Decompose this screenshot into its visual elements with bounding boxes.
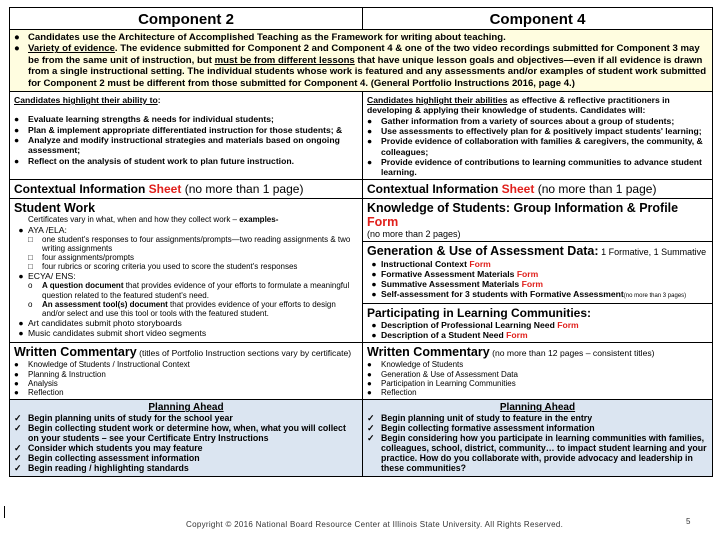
right-stack [363,199,712,342]
component-2-heading: Component 2 [10,8,363,29]
commentary-right: Written Commentary (no more than 12 pages – consistent titles) ● Knowledge of Students ● Generation & Use of Assessment Data ● Participation in Learning Communities ● Reflection [367,345,655,398]
page-number: 5 [686,517,691,526]
copyright-footer: Copyright © 2016 National Board Resource Center at Illinois State University. All Rights Reserved. [186,520,564,529]
commentary-left: Written Commentary (titles of Portfolio Instruction sections vary by certificate) ● Knowledge of Students / Instructional Context ● Planning & Instruction ● Analysis ● Reflection [10,343,363,399]
context-right: Contextual Information Sheet (no more than 1 page) [367,182,657,197]
student-work-title: Student Work [14,201,96,216]
list-item: ● Evaluate learning strengths & needs for individual students; [14,114,274,125]
check-icon: ✓ [14,463,22,474]
abilities-row [10,92,712,180]
list-item: ● Provide evidence of collaboration with families & caregivers, the community, & colleagues; [367,136,703,157]
planning-right: Planning Ahead ✓ Begin planning unit of study to feature in the entry ✓ Begin collecting formative assessment information ✓ Begin considering how you participate in learning communities with families, colleagues, school, district, community… to impact student learning and your practice. How do you collaborate with, provide advocacy and leadership in these communities? [363,400,712,476]
document-table [9,7,713,477]
bullet-icon: ● [14,32,20,43]
participating-cell: Participating in Learning Communities: ● Description of Professional Learning Need Form ● Description of a Student Need Form [367,306,592,341]
list-item: ● Analyze and modify instructional strategies and materials based on ongoing assessment; [14,134,340,156]
check-icon: ✓ [14,413,22,424]
context-row [10,180,712,199]
main-row [10,199,712,343]
intro-text [10,30,712,91]
check-icon: ✓ [14,443,22,454]
context-left: Contextual Information Sheet (no more than 1 page) [10,180,363,198]
bullet-icon: ● [14,43,20,55]
planning-left: Planning Ahead ✓ Begin planning units of study for the school year ✓ Begin collecting student work or determine how, when, what you will collect on your students – see your Certificate Entry Instructions ✓ Consider which students you may feature ✓ Begin collecting assessment information ✓ Begin reading / highlighting standards [10,400,363,476]
generation-cell: Generation & Use of Assessment Data: 1 Formative, 1 Summative ● Instructional Context Form ● Formative Assessment Materials Form ● Summative Assessment Materials Form ● Self-assessment for 3 students with Formative Assessment(no more than 3 pages) [363,242,712,304]
slide-edge-mark [4,506,5,518]
intro-bullet-2: ● Variety of evidence. The evidence submitted for Component 2 and Component 4 & one of the two video recordings submitted for Component 3 may be from the same unit of instruction, but must be from different lessons that have unique lesson goals and objectives—even if all evidence is drawn from a single instructional setting. The individual students whose work is featured and any assessments and/or examples of student work submitted for Component 2 must be different from those submitted for Component 4. (General Portfolio Instructions 2016, page 4.) [14,43,707,89]
abilities-right: Candidates highlight their abilities as effective & reflective practitioners in developing & applying their knowledge of students. Candidates will: ● Gather information from a variety of sources about a group of students; ● Use assessments to effectively plan for & positively impact students' learning; ● Provide evidence of collaboration with families & caregivers, the community, & colleagues; ● Provide evidence of contributions to learning communities to advance student learning. [363,92,712,179]
commentary-row [10,343,712,400]
check-icon: ✓ [367,433,375,444]
list-item: ● Gather information from a variety of sources about a group of students; [367,115,675,126]
list-item: ● Plan & implement appropriate differentiated instruction for those students; & [14,124,343,135]
abilities-left: Candidates highlight their ability to: ● Evaluate learning strengths & needs for individual students; ● Plan & implement appropriate differentiated instruction for those students; & ● Analyze and modify instructional strategies and materials based on ongoing assessment; ● Reflect on the analysis of student work to plan future instruction. [10,92,363,179]
knowledge-cell: Knowledge of Students: Group Information & Profile Form (no more than 2 pages) [363,199,712,242]
check-icon: ✓ [14,423,22,434]
student-work-cell: Student Work Certificates vary in what, when and how they collect work – examples- ● AYA /ELA: □ one student's responses to four assignments/prompts—two reading assignments & two writing assignments □ four assignments/prompts □ four rubrics or scoring criteria you used to score the student's responses ● ECYA/ ENS: o A question document that provides evidence of your efforts to formulate a meaningful question related to the featured student's need. o An assessment tool(s) document that provides evidence of your efforts to design and/or select and use this tool or tools with the featured student. ● Art candidates submit photo storyboards ● Music candidates submit short video segments [10,199,363,342]
list-item: ● Provide evidence of contributions to learning communities to advance student learning. [367,156,702,178]
header-row [10,8,712,30]
check-icon: ✓ [367,413,375,424]
list-item: ● Reflect on the analysis of student work to plan future instruction. [14,155,294,166]
check-icon: ✓ [14,453,22,464]
list-item: ● Use assessments to effectively plan for & positively impact students' learning; [367,125,702,136]
planning-row [10,400,712,476]
intro-row [10,30,712,92]
check-icon: ✓ [367,423,375,434]
component-4-heading: Component 4 [489,11,586,28]
intro-bullet-1: ● Candidates use the Architecture of Accomplished Teaching as the Framework for writing about teaching. [14,32,506,43]
